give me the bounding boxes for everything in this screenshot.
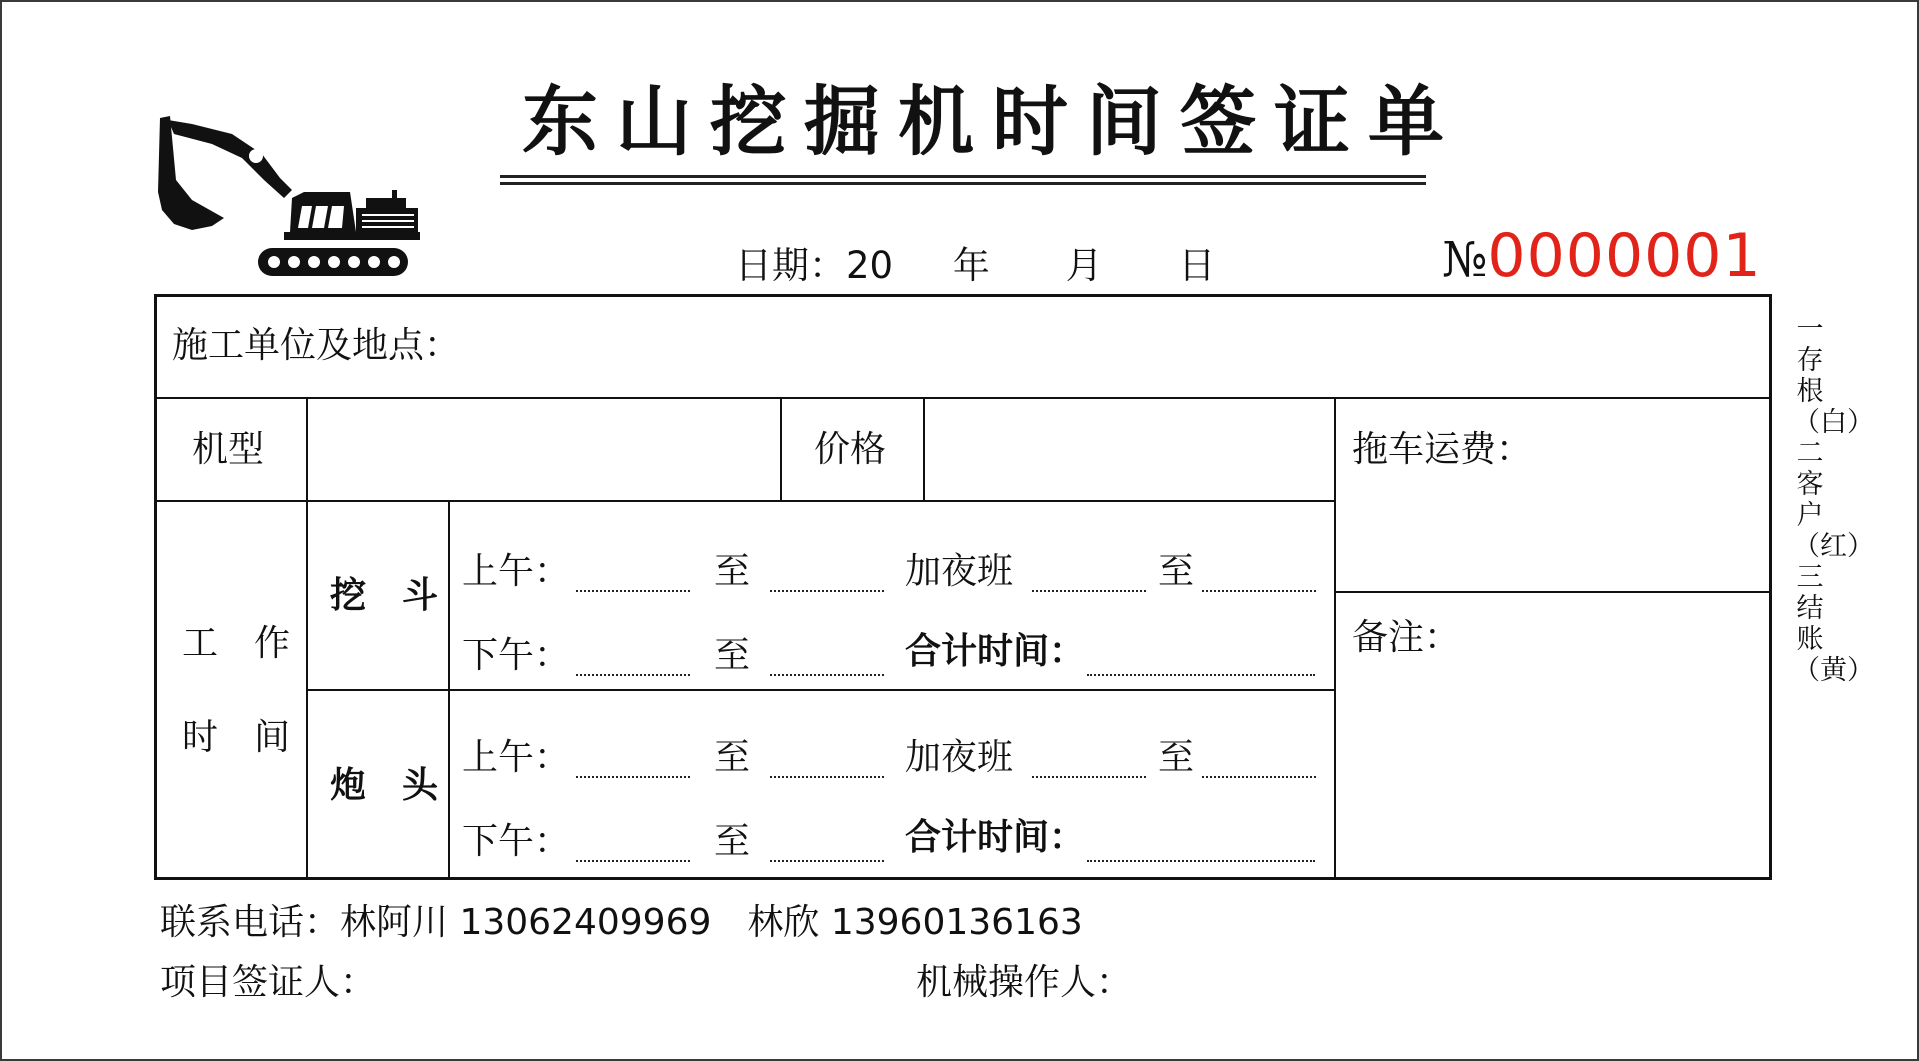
price-label: 价格 bbox=[814, 429, 887, 470]
bucket-am-to-label: 至 bbox=[714, 551, 751, 592]
breaker-pm-label: 下午： bbox=[462, 821, 571, 862]
bucket-pm-start-field[interactable] bbox=[576, 674, 690, 676]
copy-distribution-note: 一存根（白）二客户（红）三结账（黄） bbox=[1793, 314, 1874, 686]
bucket-pm-end-field[interactable] bbox=[770, 674, 884, 676]
bucket-section-label: 挖 斗 bbox=[330, 575, 439, 616]
remarks-label: 备注： bbox=[1352, 617, 1461, 658]
date-day-label: 日 bbox=[1178, 244, 1216, 287]
row-divider-3 bbox=[306, 689, 1334, 691]
col-divider-price-left bbox=[780, 397, 782, 502]
date-line bbox=[735, 235, 1215, 289]
work-time-label-2: 时 间 bbox=[182, 717, 291, 758]
col-divider-price-right bbox=[923, 397, 925, 502]
project-signer-label: 项目签证人： bbox=[160, 962, 377, 1003]
form-title: 东山挖掘机时间签证单 bbox=[522, 77, 1462, 166]
machine-operator-label: 机械操作人： bbox=[916, 962, 1133, 1003]
breaker-am-end-field[interactable] bbox=[770, 776, 884, 778]
bucket-pm-to-label: 至 bbox=[714, 635, 751, 676]
breaker-night-label: 加夜班 bbox=[905, 737, 1014, 778]
breaker-total-field[interactable] bbox=[1087, 860, 1315, 862]
date-month-label: 月 bbox=[1065, 244, 1103, 287]
title-underline-bottom bbox=[500, 182, 1426, 185]
date-year-prefix: 20 bbox=[846, 244, 894, 287]
col-divider-2 bbox=[448, 500, 450, 880]
serial-number bbox=[1442, 221, 1762, 291]
bucket-night-label: 加夜班 bbox=[905, 551, 1014, 592]
bucket-am-label: 上午： bbox=[462, 551, 571, 592]
date-year-label: 年 bbox=[952, 244, 990, 287]
serial-digits: 0000001 bbox=[1487, 221, 1762, 291]
table-border-right bbox=[1769, 294, 1772, 880]
table-border-top bbox=[154, 294, 1772, 297]
bucket-total-label: 合计时间： bbox=[905, 631, 1086, 672]
title-underline-top bbox=[500, 175, 1426, 178]
right-divider bbox=[1334, 591, 1772, 593]
breaker-am-to-label: 至 bbox=[714, 737, 751, 778]
bucket-night-to-label: 至 bbox=[1158, 551, 1195, 592]
bucket-night-start-field[interactable] bbox=[1032, 590, 1146, 592]
table-border-left bbox=[154, 294, 157, 880]
bucket-total-field[interactable] bbox=[1087, 674, 1315, 676]
bucket-am-end-field[interactable] bbox=[770, 590, 884, 592]
col-divider-3 bbox=[1334, 397, 1336, 880]
contact-phones: 联系电话：林阿川 13062409969 林欣 13960136163 bbox=[160, 902, 1083, 943]
work-time-label-1: 工 作 bbox=[182, 623, 291, 664]
breaker-night-to-label: 至 bbox=[1158, 737, 1195, 778]
col-divider-1 bbox=[306, 397, 308, 880]
visa-form bbox=[2, 2, 1917, 1059]
table-border-bottom bbox=[154, 877, 1772, 880]
bucket-pm-label: 下午： bbox=[462, 635, 571, 676]
excavator-icon bbox=[152, 110, 422, 280]
breaker-am-start-field[interactable] bbox=[576, 776, 690, 778]
breaker-pm-to-label: 至 bbox=[714, 821, 751, 862]
bucket-am-start-field[interactable] bbox=[576, 590, 690, 592]
row-divider-2 bbox=[154, 500, 1334, 502]
breaker-total-label: 合计时间： bbox=[905, 817, 1086, 858]
model-label: 机型 bbox=[192, 429, 265, 470]
breaker-section-label: 炮 头 bbox=[330, 765, 439, 806]
breaker-night-end-field[interactable] bbox=[1202, 776, 1316, 778]
date-label: 日期： bbox=[735, 244, 846, 287]
site-label: 施工单位及地点： bbox=[172, 325, 461, 366]
breaker-night-start-field[interactable] bbox=[1032, 776, 1146, 778]
bucket-night-end-field[interactable] bbox=[1202, 590, 1316, 592]
breaker-am-label: 上午： bbox=[462, 737, 571, 778]
breaker-pm-end-field[interactable] bbox=[770, 860, 884, 862]
transport-label: 拖车运费： bbox=[1352, 429, 1533, 470]
serial-symbol: № bbox=[1442, 232, 1488, 288]
row-divider-1 bbox=[154, 397, 1772, 399]
breaker-pm-start-field[interactable] bbox=[576, 860, 690, 862]
